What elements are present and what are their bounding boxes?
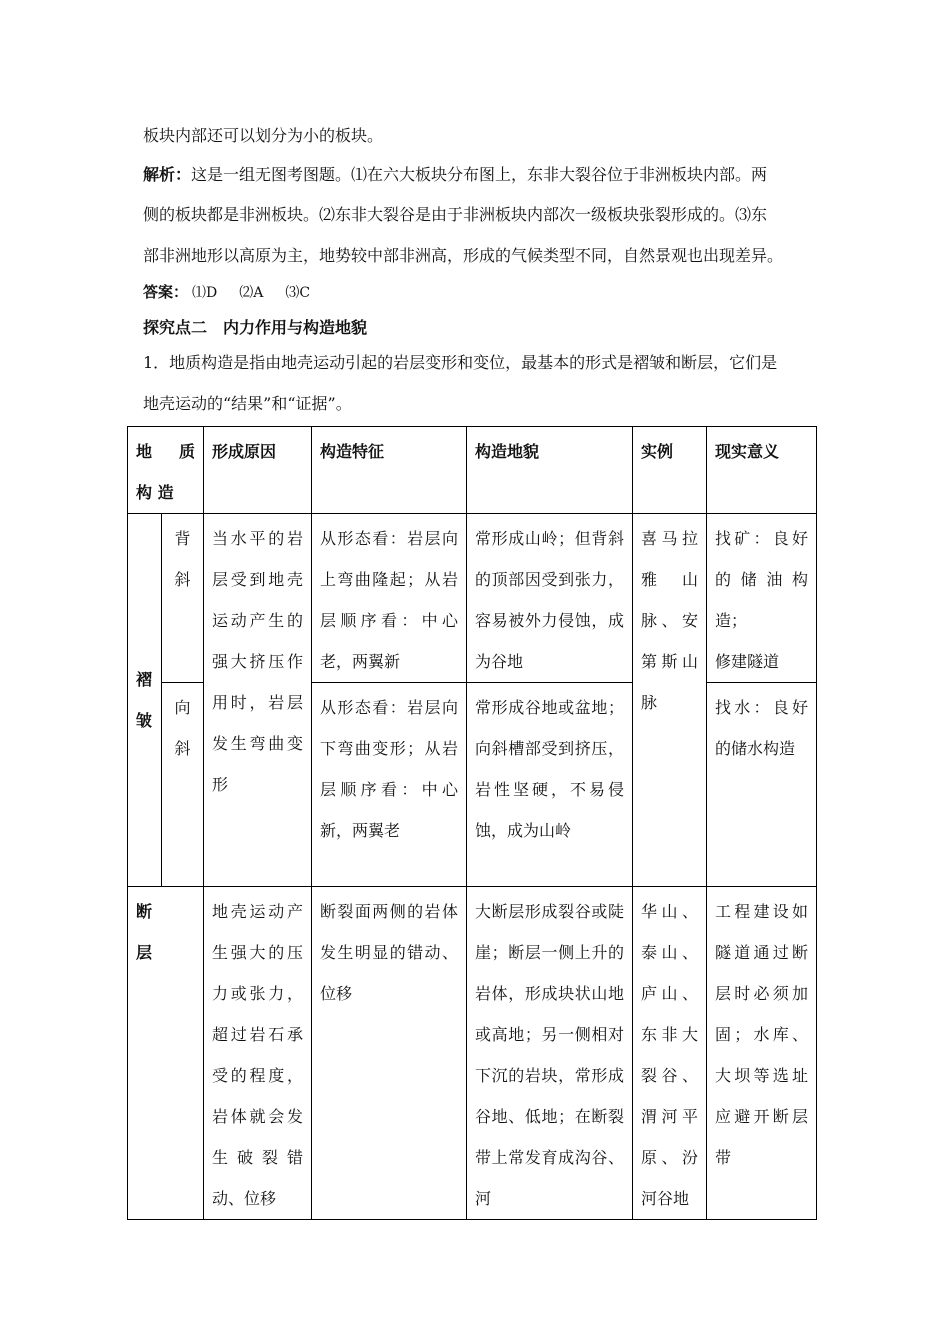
fault-row — [128, 887, 817, 1220]
analysis-line-2: 侧的板块都是非洲板块。⑵东非大裂谷是由于非洲板块内部次一级板块张裂形成的。⑶东 — [143, 205, 768, 224]
header-significance: 现实意义 — [707, 427, 817, 514]
header-cause: 形成原因 — [204, 427, 312, 514]
fault-landform: 大断层形成裂谷或陡崖；断层一侧上升的岩体，形成块状山地或高地；另一侧相对下沉的岩块，常形成谷地、低地；在断裂带上常发育成沟谷、河 — [467, 887, 633, 1220]
fault-significance: 工程建设如隧道通过断层时必须加固；水库、大坝等选址应避开断层带 — [707, 887, 817, 1220]
fault-examples: 华山、泰山、庐山、东非大裂谷、渭河平原、汾河谷地 — [633, 887, 707, 1220]
syncline-significance: 找水：良好的储水构造 — [707, 683, 817, 887]
anticline-label: 背斜 — [162, 514, 204, 683]
header-structure: 地 质 构 造 — [128, 427, 204, 514]
fault-cause: 地壳运动产生强大的压力或张力，超过岩石承受的程度，岩体就会发生破裂错动、位移 — [204, 887, 312, 1220]
intro-line: 板块内部还可以划分为小的板块。 — [143, 126, 384, 145]
analysis-line-3: 部非洲地形以高原为主，地势较中部非洲高，形成的气候类型不同，自然景观也出现差异。 — [143, 246, 784, 265]
answer-line — [143, 282, 332, 303]
analysis-text-1: 这是一组无图考图题。⑴在六大板块分布图上，东非大裂谷位于非洲板块内部。两 — [191, 165, 768, 184]
answer-item-3: ⑶C — [285, 285, 311, 301]
fold-label: 褶皱 — [128, 514, 162, 887]
point1-line-2: 地壳运动的“结果”和“证据”。 — [143, 394, 352, 413]
table-header-row — [128, 427, 817, 514]
fault-feature: 断裂面两侧的岩体发生明显的错动、位移 — [312, 887, 467, 1220]
header-example: 实例 — [633, 427, 707, 514]
anticline-landform: 常形成山岭；但背斜的顶部因受到张力，容易被外力侵蚀，成为谷地 — [467, 514, 633, 683]
geologic-structure-table — [127, 426, 817, 1220]
fold-examples: 喜马拉雅山脉、安第斯山脉 — [633, 514, 707, 887]
header-feature: 构造特征 — [312, 427, 467, 514]
header-landform: 构造地貌 — [467, 427, 633, 514]
analysis-label: 解析： — [143, 165, 192, 184]
answer-item-1: ⑴D — [192, 285, 218, 301]
analysis-line-1 — [143, 165, 767, 185]
answer-label: 答案： — [143, 283, 189, 301]
answer-item-2: ⑵A — [239, 285, 264, 301]
syncline-feature: 从形态看：岩层向下弯曲变形；从岩层顺序看：中心新，两翼老 — [312, 683, 467, 887]
section-title: 探究点二 内力作用与构造地貌 — [143, 318, 368, 337]
fault-label: 断层 — [128, 887, 204, 1220]
anticline-row — [128, 514, 817, 683]
fold-cause: 当水平的岩层受到地壳运动产生的强大挤压作用时，岩层发生弯曲变形 — [204, 514, 312, 887]
anticline-feature: 从形态看：岩层向上弯曲隆起；从岩层顺序看：中心老，两翼新 — [312, 514, 467, 683]
point1-line-1: 1．地质构造是指由地壳运动引起的岩层变形和变位，最基本的形式是褶皱和断层，它们是 — [143, 353, 778, 372]
syncline-label: 向斜 — [162, 683, 204, 887]
syncline-landform: 常形成谷地或盆地；向斜槽部受到挤压，岩性坚硬，不易侵蚀，成为山岭 — [467, 683, 633, 887]
anticline-significance: 找矿：良好的储油构造； 修建隧道 — [707, 514, 817, 683]
